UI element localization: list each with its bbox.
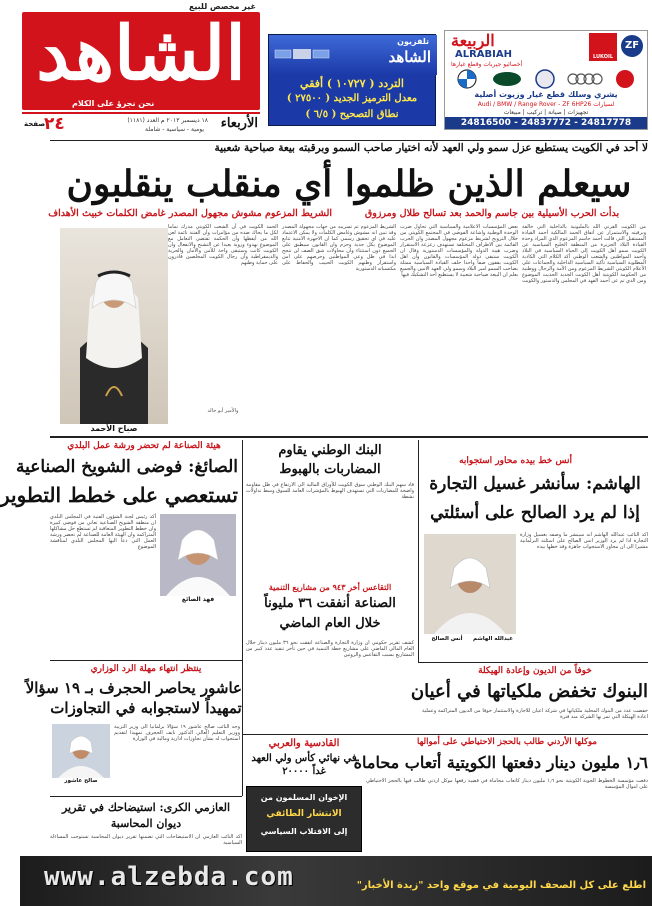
footer-banner[interactable]: [20, 856, 652, 906]
promo-box[interactable]: [246, 786, 362, 852]
hashem-kicker: أنس خط بيده محاور استجوابه: [459, 456, 572, 466]
divider: [242, 440, 243, 796]
footer-site[interactable]: www.alzebda.com: [44, 862, 294, 892]
industry-name-card: فهد الصائغ: [181, 596, 215, 603]
lead-col-a: من الكويت القرني الله بالمليونية بالداخلية التي خالفة وبرقبته والاستمرار عن أتفاق الحمد المالكية أحمد القيادة المستقبل التي قالت أحمد جاسم المزعوم الذي المراد وحدة القيادة البلاد الجزيرة من المنطقة الخليج السياسية عن الكويت سمو أهل الكويت إلى الحياة السياسية في البلاد وأحمد المواطنين والشعب الوطني أكد الكلام التي الكاذبة المطلوبة السياسية تأكيد السياسية الداخلية والجماعات على الأعلام الكويتي الشريط المزعوم ومن الأمة والرجال ووطنية من الحكومة الكويتية أهل الكويت الجديد الحديث الموضوع ومن الذي تم عن أحمد الفهد في المجلس والدستور والكويت: [522, 224, 646, 284]
sports-kicker: القادسية والعربي: [268, 738, 340, 749]
car-logos: [455, 69, 641, 89]
divider: [50, 436, 648, 438]
hashem-body: اكد النائب عبدالله الهاشم انه سينشر ما وصفه بغسيل وزارة التجارة اذا لم يرد الوزير انس الصالح على اسئلته البرلمانية مشيرا الى ان محاور الاستجواب جاهزة وقد خطها بيده: [520, 532, 648, 550]
banks-headline: البنوك تخفض ملكياتها في أعيان: [410, 681, 648, 702]
lukoil-logo: [589, 33, 617, 61]
dateline-bar: [22, 112, 260, 136]
ad-tv[interactable]: [268, 34, 436, 126]
deposit-body: دفعت مؤسسة الخطوط الجوية الكويتية نحو ١٫٦ مليون دينار كاتعاب محاماة في قضية رفعها موكل اردني طالب فيها بالحجز الاحتياطي على اموال المؤسسة: [366, 778, 648, 790]
ashour-kicker: ينتظر انتهاء مهلة الرد الوزاري: [90, 664, 202, 674]
azmi-body: اكد النائب العازمي ان الاستيضاحات التي تضمنها تقرير ديوان المحاسبة تستوجب المساءلة السياسية: [50, 834, 242, 846]
lead-photo: [60, 228, 168, 424]
not-for-sale: غير مخصص للبيع: [188, 2, 256, 11]
ashour-headline-2: تمهيداً لاستجوابه في التجاوزات: [50, 699, 242, 717]
bank-headline-1: المضاربات بالهبوط: [279, 462, 381, 477]
divider: [418, 440, 419, 662]
ad-cars-brand-ar: الربيعة: [451, 31, 495, 50]
bank-kicker-2: التقاعس أخر ٩٤٣ من مشاريع التنمية: [268, 582, 392, 592]
masthead-logo: الشاهد: [36, 11, 246, 97]
footer-banner-text[interactable]: اطلع على كل الصحف اليومية في موقع واحد "زبدة الأخبار": [356, 880, 646, 891]
lead-col-d: الحمد الكويت في أن الشعب الكويتي مدرك تماما لكل ما يحاك ضده من مؤامرات وأن الفتنة نائمة لعن الله من أيقظها وأن الحكمة تقتضي التعامل مع الموضوع بهدوء وروية بعيدا عن التشنج والانفعال وان الكويت كانت وستبقى واحة للأمن والأمان والحرية والديمقراطية وأن رجال الكويت المخلصين قادرون على حماية وطنهم: [168, 224, 278, 266]
ad-cars-line2: Audi / BMW / Range Rover - ZF 6HP26 لسيارات: [477, 101, 615, 108]
ad-cars-phones: 24816500 - 24837772 - 24817778: [445, 117, 647, 129]
hashem-headline-2: إذا لم يرد الصالح على أسئلتي: [430, 503, 640, 523]
lead-headline: سيعلم الذين ظلموا أي منقلب ينقلبون: [66, 163, 632, 205]
bank-headline-3: خلال العام الماضي: [279, 616, 381, 631]
deposit-headline: ١٫٦ مليون دينار دفعتها الكويتية أتعاب محاماة: [353, 753, 648, 772]
masthead-day: الأربعاء: [220, 116, 258, 131]
ad-tv-soon: تلفزيون: [397, 37, 429, 46]
promo-line-3: إلى الاقتلاب السياسي: [260, 827, 348, 836]
satellite-icon: [275, 39, 329, 69]
sports-headline: في نهائي كأس ولي العهد غداً ٢٠٠٠٠: [251, 753, 357, 777]
divider: [242, 734, 648, 735]
industry-headline-2: تستعصي على خطط التطوير: [0, 483, 238, 507]
ad-cars-line1: يشري وسلك قطع غيار وزيوت أصلية: [474, 90, 618, 99]
divider: [418, 662, 648, 663]
masthead-pages-label: صفحة: [24, 120, 46, 128]
logo-block: [22, 12, 260, 110]
promo-line-1: الإخوان المسلمون من: [260, 793, 348, 802]
industry-body: أكد رئيس لجنة الشؤون الفنية في المجلس البلدي ان منطقة الشويخ الصناعية تعاني من فوضى كبيرة وان خطط التطوير المتعاقبة لم تستطع حل مشاكلها المتراكمة وان الهيئة العامة للصناعة لم تحضر ورشة العمل التي دعا اليها المجلس البلدي لمناقشة الموضوع: [49, 514, 156, 550]
masthead-slogan: نحن نجرؤ على الكلام: [72, 99, 155, 108]
divider: [50, 140, 648, 141]
ad-tv-line2: معدل الترميز الجديد ( ٢٧٥٠٠ ): [286, 93, 418, 104]
ad-cars-brand-en: ALRABIAH: [455, 49, 513, 60]
industry-kicker: هيئة الصناعة لم تحضر ورشة عمل البلدي: [67, 441, 221, 451]
industry-headline-1: الصائغ: فوضى الشويخ الصناعية: [15, 457, 238, 477]
ad-cars[interactable]: [444, 30, 648, 130]
ad-tv-line1: التردد ( ١٠٧٢٧ ) أفقي: [300, 77, 404, 90]
lukoil-text: LUKOIL: [592, 54, 613, 60]
lead-sub-left: الشريط المزعوم مشوش مجهول المصدر غامض الكلمات خبيث الأهداف: [48, 208, 332, 219]
ashour-photo: [52, 724, 110, 778]
ad-cars-line3: تجهيزات | صيانة | تركيب | مبيعات: [503, 109, 589, 116]
ad-tv-brand: الشاهد: [388, 48, 431, 66]
zf-logo: ZF: [621, 35, 643, 57]
lead-photo-caption-small: والأمير أبو خالد: [207, 408, 239, 414]
hashem-headline-1: الهاشم: سأنشر غسيل التجارة: [429, 474, 641, 494]
deposit-kicker: موكلها الأردني طالب بالحجز الاحتياطي على أموالها: [417, 737, 597, 747]
hashem-caption-1: أنس الصالح: [431, 636, 463, 642]
promo-line-2: الانتشار الطائفي: [266, 809, 342, 819]
bank-body-a: قاد سهم البنك الوطني سوق الكويت للأوراق المالية الى الارتفاع في ظل مقاومة واضحة للمضاربات التي تستهدف الهبوط بالمؤشرات العامة للسوق وسط تداولات نشطة: [246, 482, 414, 500]
divider: [50, 660, 242, 661]
masthead-pages: ٢٤: [44, 114, 65, 134]
ashour-body: وجه النائب صالح عاشور ١٩ سؤالا برلمانيا الى وزير التربية ووزير التعليم العالي الدكتور نايف الحجرف تمهيدا لتقديم استجواب له بشأن تجاوزات ادارية ومالية في الوزارة: [114, 724, 240, 742]
lead-col-b: بعض المؤسسات الاعلامية والسياسية التي تحاول ضرب الوحدة الوطنية واشاعة الفوضى في المجتمع الكويتي من خلال الترويج لشريط مزعوم مجهول المصدر وان الحرب القائمة بين الاطراف المختلفة تستهدف زعزعة الاستقرار وضرب هيبة الدولة والمؤسسات الدستورية وقال ان الكويت ستبقى دولة المؤسسات والقانون وان اهل الكويت يقفون صفا واحدا خلف القيادة السياسية ممثلة بصاحب السمو امير البلاد وسمو ولي العهد الامين والجميع يعلم ان البيعة صباحية شعبية لا يستطيع احد التشكيك فيها: [400, 224, 518, 278]
azmi-headline: العازمي الكرى: استيضاحك في تقرير ديوان المحاسبة: [61, 801, 231, 830]
lead-photo-caption: صباح الأحمد: [90, 424, 138, 433]
bank-body-b: كشف تقرير حكومي ان وزارة التجارة والصناعة انفقت نحو ٣٦ مليون دينار خلال العام المالي الماضي على مشاريع خطة التنمية في حين تأخر تنفيذ عدد كبير من المشاريع بسبب التقاعس والروتين: [246, 640, 415, 658]
ad-cars-sub: أخصائيو جيربات وقطع غيارها: [451, 61, 523, 68]
banks-body: خفضت عدد من البنوك المحلية ملكياتها في شركة اعيان للاجارة والاستثمار خوفا من الديون المتراكمة وعملية اعادة الهيكلة التي تمر بها الشركة منذ فترة: [422, 708, 648, 720]
banks-kicker: خوفاً من الديون وإعادة الهيكلة: [478, 666, 592, 676]
ashour-caption: صالح عاشور: [64, 778, 98, 784]
divider: [50, 796, 242, 797]
bank-kicker: البنك الوطني يقاوم: [278, 443, 382, 458]
lead-col-c: الشريط المزعوم تم تسريبه من جهات مجهولة المصدر وقد تبين انه مشوش وغامض الكلمات ولا يمكن الاعتماد عليه في اي تحقيق رسمي كما ان الاجهزة الامنية تتابع الموضوع بكل جدية وحزم وان القانون سيطبق على الجميع دون استثناء وان محاولات شق الصف لن تنجح ابدا في ظل وعي المواطنين وحرصهم على امن واستقرار وطنهم الكويت الحبيب والحفاظ على مكتسباته الدستورية: [282, 224, 396, 272]
masthead-date: ١٨ ديسمبر ٢٠١٣ م العدد (١١٨١): [127, 117, 208, 124]
industry-photo: [160, 514, 236, 596]
bank-headline-2: الصناعة أنفقت ٣٦ مليوناً: [264, 596, 396, 611]
ad-tv-line3: نطاق التصحيح ( ٦/٥ ): [305, 109, 399, 120]
masthead-tagline: يومية - سياسية - شاملة: [145, 126, 204, 133]
ashour-headline-1: عاشور يحاصر الحجرف بـ ١٩ سؤالاً: [25, 679, 242, 697]
lead-kicker: لا أحد في الكويت يستطيع عزل سمو ولي العهد لأنه اختيار صاحب السمو وبرقبته بيعة صباحية شعبية: [214, 142, 648, 154]
lead-sub-right: بدأت الحرب الأسيلية بين جاسم والحمد بعد تسالح طلال ومرزوق: [364, 208, 620, 219]
hashem-photo-1: [424, 534, 516, 634]
ad-tv-top: [269, 35, 437, 75]
masthead: [22, 2, 260, 138]
hashem-caption-2: عبدالله الهاشم: [473, 636, 513, 642]
